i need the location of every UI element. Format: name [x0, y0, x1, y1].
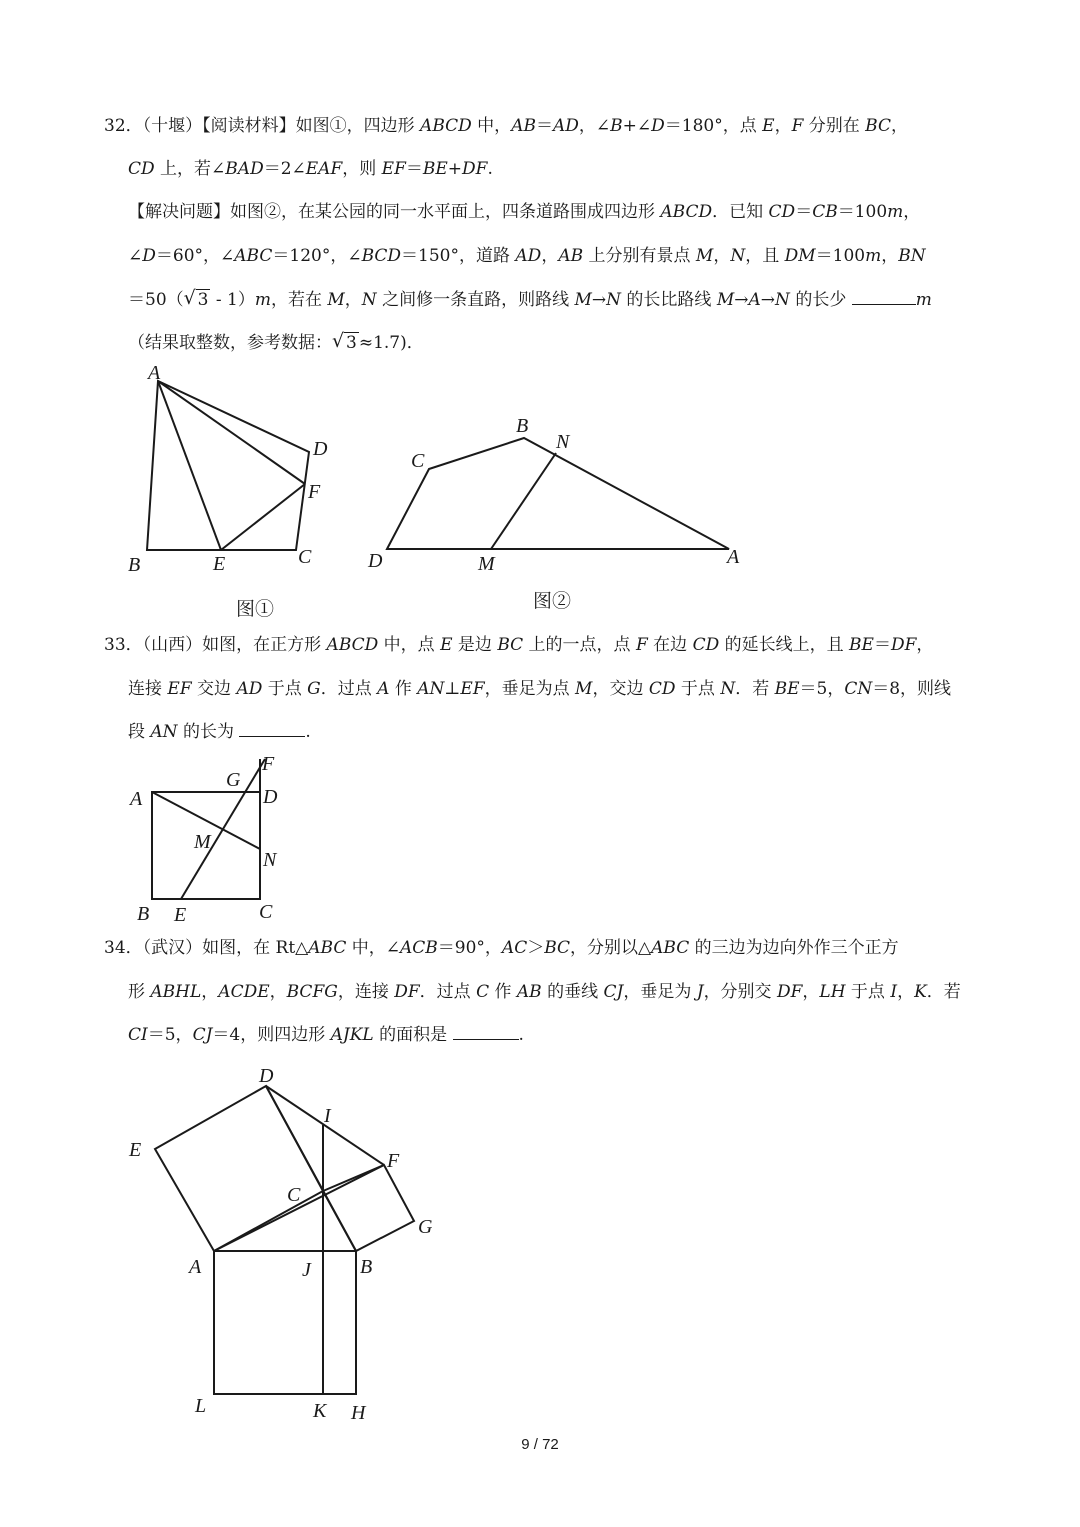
q33-label-f: F — [262, 753, 275, 775]
fig2-label-m: M — [478, 553, 495, 575]
fig2-label-b: B — [516, 415, 529, 437]
q33-label-n: N — [263, 849, 277, 871]
q34-label-b: B — [360, 1256, 373, 1278]
q33-label-a: A — [130, 788, 143, 810]
q34-label-j: J — [302, 1259, 311, 1281]
q32-line3: 【解决问题】如图②，在某公园的同一水平面上，四条道路围成四边形 ABCD．已知 CD＝CB＝100m， — [128, 202, 921, 222]
answer-blank — [453, 1025, 519, 1040]
q34-label-f: F — [387, 1150, 400, 1172]
fig1-caption: 图① — [236, 598, 275, 620]
q33-line2: 连接 EF 交边 AD 于点 G．过点 A 作 AN⊥EF，垂足为点 M，交边 CD 于点 N．若 BE＝5，CN＝8，则线 — [128, 679, 952, 699]
q34-label-a: A — [189, 1256, 202, 1278]
q33-line3: 段 AN 的长为 . — [128, 722, 311, 742]
fig1-label-c: C — [298, 546, 312, 568]
q34-square-bcfg — [323, 1165, 414, 1251]
fig1-quadrilateral — [147, 381, 309, 550]
q34-label-h: H — [351, 1402, 366, 1424]
fig2-label-n: N — [556, 431, 570, 453]
q32-line1: 32．（十堰）【阅读材料】如图①，四边形 ABCD 中，AB＝AD，∠B+∠D＝180°，点 E，F 分别在 BC， — [104, 116, 908, 136]
q34-square-abhl — [214, 1251, 356, 1394]
q34-line1: 34．（武汉）如图，在 Rt△ABC 中，∠ACB＝90°，AC＞BC，分别以△ABC 的三边为边向外作三个正方 — [104, 938, 899, 958]
fig1-label-a: A — [148, 362, 161, 384]
q34-segment-dcb — [266, 1086, 356, 1251]
q33-label-e: E — [174, 904, 187, 926]
q33-line1: 33．（山西）如图，在正方形 ABCD 中，点 E 是边 BC 上的一点，点 F 在边 CD 的延长线上，且 BE＝DF， — [104, 635, 934, 655]
fig2-label-c: C — [411, 450, 425, 472]
fig1-label-f: F — [308, 481, 321, 503]
q34-square-acde — [155, 1086, 323, 1251]
q34-label-g: G — [418, 1216, 433, 1238]
q34-label-l: L — [195, 1395, 207, 1417]
fig2-quadrilateral — [387, 438, 729, 549]
q33-label-m: M — [194, 831, 211, 853]
q32-line5: ＝50（√ 3 - 1）m，若在 M，N 之间修一条直路，则路线 M→N 的长比路线 M→A→N 的长少 m — [128, 288, 932, 312]
q33-label-c: C — [259, 901, 273, 923]
answer-blank — [239, 722, 305, 737]
q34-label-k: K — [313, 1400, 327, 1422]
q32-line6: （结果取整数，参考数据：√ 3 ≈1.7)． — [128, 331, 424, 355]
fig1-segment-ef — [221, 484, 305, 550]
q32-line2: CD 上，若∠BAD＝2∠EAF，则 EF＝BE+DF. — [128, 159, 493, 179]
fig1-label-e: E — [213, 553, 226, 575]
q33-label-d: D — [263, 786, 278, 808]
q34-segment-acf — [214, 1165, 384, 1251]
q34-line2: 形 ABHL，ACDE，BCFG，连接 DF．过点 C 作 AB 的垂线 CJ，垂足为 J，分别交 DF，LH 于点 I，K．若 — [128, 982, 961, 1002]
q33-label-b: B — [137, 903, 150, 925]
q34-label-i: I — [324, 1105, 331, 1127]
fig2-label-d: D — [368, 550, 383, 572]
fig2-label-a: A — [727, 546, 740, 568]
fig1-label-d: D — [313, 438, 328, 460]
page-number: 9 / 72 — [521, 1436, 559, 1453]
q34-label-e: E — [129, 1139, 142, 1161]
q32-line4: ∠D＝60°，∠ABC＝120°，∠BCD＝150°，道路 AD，AB 上分别有景点 M，N，且 DM＝100m，BN — [128, 246, 926, 266]
sqrt-symbol: √ 3 — [332, 331, 359, 355]
q33-label-g: G — [226, 769, 241, 791]
q34-line3: CI＝5，CJ＝4，则四边形 AJKL 的面积是 . — [128, 1025, 524, 1045]
sqrt-symbol: √ 3 — [184, 288, 211, 312]
fig2-caption: 图② — [533, 590, 572, 612]
fig1-segment-af — [158, 381, 305, 484]
fig2-segment-mn — [491, 453, 556, 549]
fig1-label-b: B — [128, 554, 141, 576]
q34-label-d: D — [259, 1065, 274, 1087]
q34-label-c: C — [287, 1184, 301, 1206]
